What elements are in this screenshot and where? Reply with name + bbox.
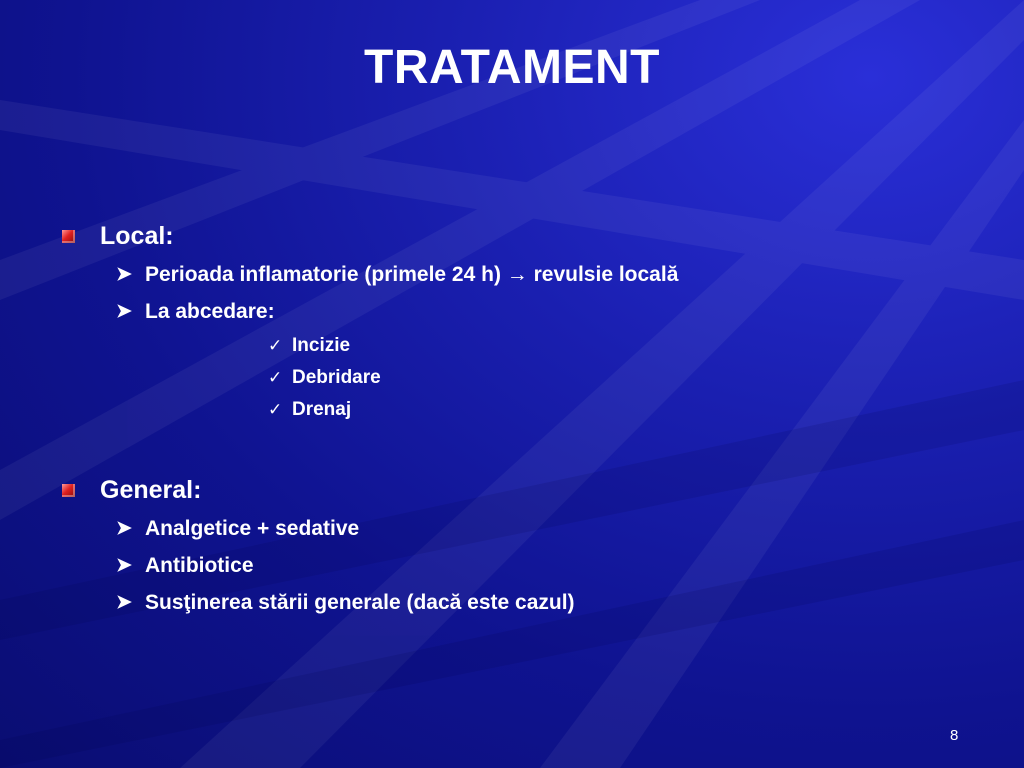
list-item: La abcedare: [145, 300, 275, 323]
section-heading-local: Local: [100, 222, 174, 250]
list-item: Susţinerea stării generale (dacă este cazul) [145, 591, 575, 614]
sub-list-item: Debridare [292, 367, 381, 388]
checkmark-bullet-icon: ✓ [268, 336, 283, 356]
sub-list-item: Incizie [292, 335, 351, 356]
list-item: Antibiotice [145, 554, 254, 577]
list-item: Analgetice + sedative [145, 517, 360, 540]
arrowhead-bullet-icon: ➤ [116, 518, 132, 539]
checkmark-bullet-icon: ✓ [268, 400, 283, 420]
page-number: 8 [950, 727, 959, 744]
red-square-bullet-icon [62, 484, 75, 497]
list-item: Perioada inflamatorie (primele 24 h) → revulsie locală [145, 263, 679, 286]
sub-list-item: Drenaj [292, 399, 352, 420]
red-square-bullet-icon [62, 230, 75, 243]
arrowhead-bullet-icon: ➤ [116, 592, 132, 613]
slide-title: TRATAMENT [364, 41, 660, 94]
arrowhead-bullet-icon: ➤ [116, 555, 132, 576]
arrowhead-bullet-icon: ➤ [116, 264, 132, 285]
checkmark-bullet-icon: ✓ [268, 368, 283, 388]
arrowhead-bullet-icon: ➤ [116, 301, 132, 322]
section-heading-general: General: [100, 476, 202, 504]
